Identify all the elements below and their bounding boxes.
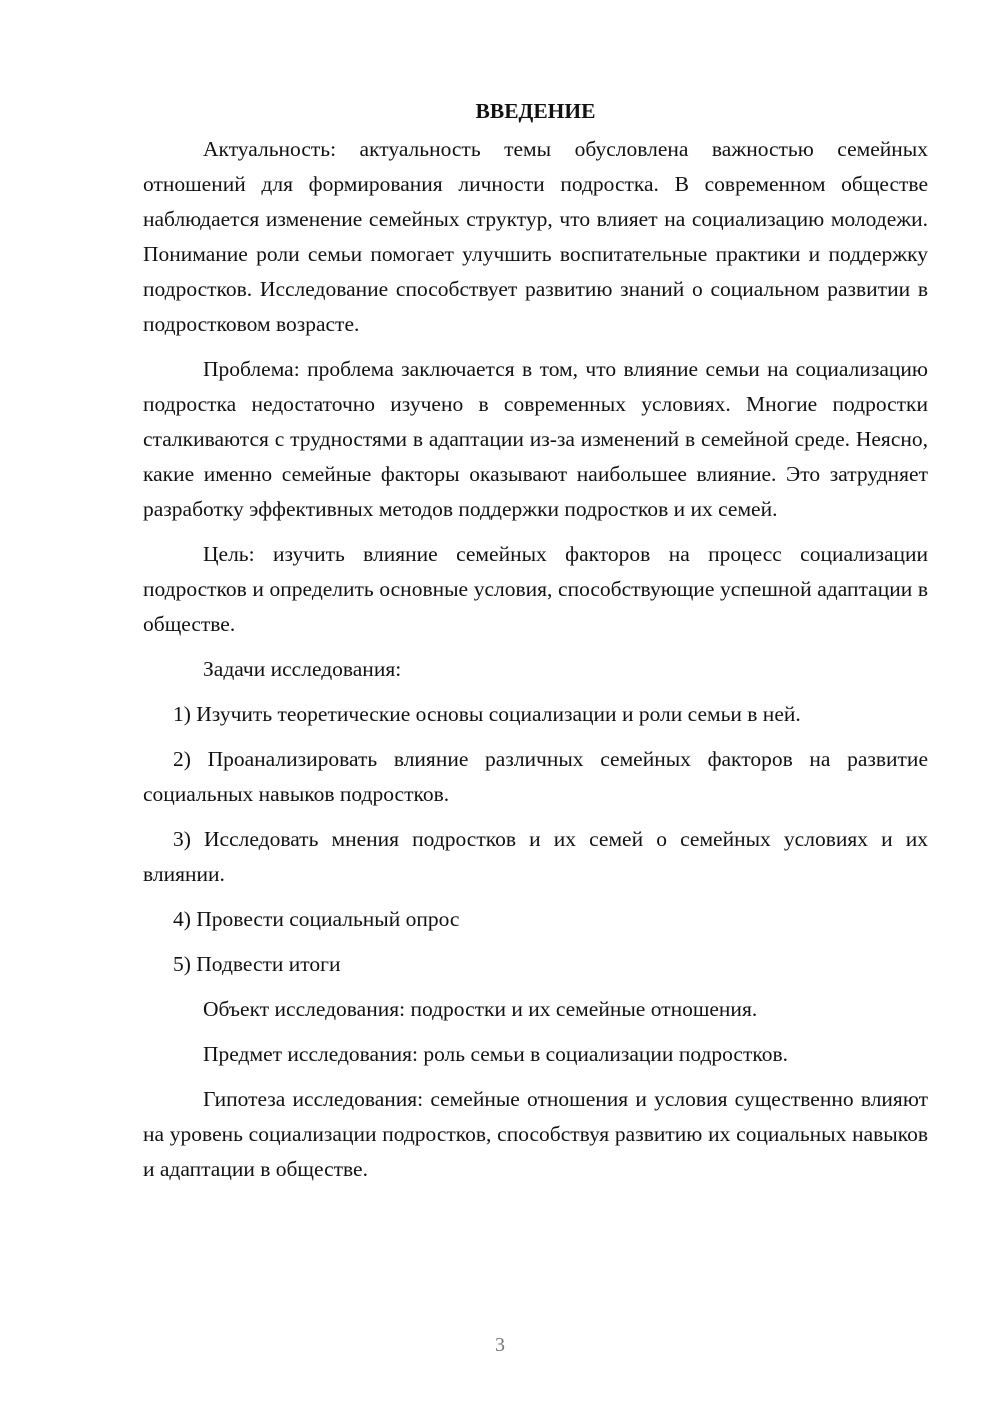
section-heading: ВВЕДЕНИЕ xyxy=(475,99,596,123)
task-item-2: 2) Проанализировать влияние различных семейных факторов на развитие социальных навыков подростков. xyxy=(143,747,928,806)
document-page xyxy=(143,98,928,1197)
problem-paragraph: Проблема: проблема заключается в том, что влияние семьи на социализацию подростка недостаточно изучено в современных условиях. Многие подростки сталкиваются с трудностями в адаптации из-за изменений в семейной среде. Неясно, какие именно семейные факторы оказывают наибольшее влияние. Это затрудняет разработку эффективных методов поддержки подростков и их семей. xyxy=(143,357,928,521)
subject-paragraph: Предмет исследования: роль семьи в социализации подростков. xyxy=(203,1042,788,1066)
task-item-3: 3) Исследовать мнения подростков и их семей о семейных условиях и их влиянии. xyxy=(143,827,928,886)
hypothesis-paragraph: Гипотеза исследования: семейные отношения и условия существенно влияют на уровень социализации подростков, способствуя развитию их социальных навыков и адаптации в обществе. xyxy=(143,1087,928,1181)
tasks-heading: Задачи исследования: xyxy=(203,657,402,681)
page-number: 3 xyxy=(495,1334,505,1356)
goal-paragraph: Цель: изучить влияние семейных факторов на процесс социализации подростков и определить основные условия, способствующие успешной адаптации в обществе. xyxy=(143,542,928,636)
object-paragraph: Объект исследования: подростки и их семейные отношения. xyxy=(203,997,758,1021)
relevance-paragraph: Актуальность: актуальность темы обусловлена важностью семейных отношений для формирования личности подростка. В современном обществе наблюдается изменение семейных структур, что влияет на социализацию молодежи. Понимание роли семьи помогает улучшить воспитательные практики и поддержку подростков. Исследование способствует развитию знаний о социальном развитии в подростковом возрасте. xyxy=(143,137,928,336)
task-item-1: 1) Изучить теоретические основы социализации и роли семьи в ней. xyxy=(173,702,801,726)
task-item-4: 4) Провести социальный опрос xyxy=(173,907,460,931)
task-item-5: 5) Подвести итоги xyxy=(173,952,341,976)
